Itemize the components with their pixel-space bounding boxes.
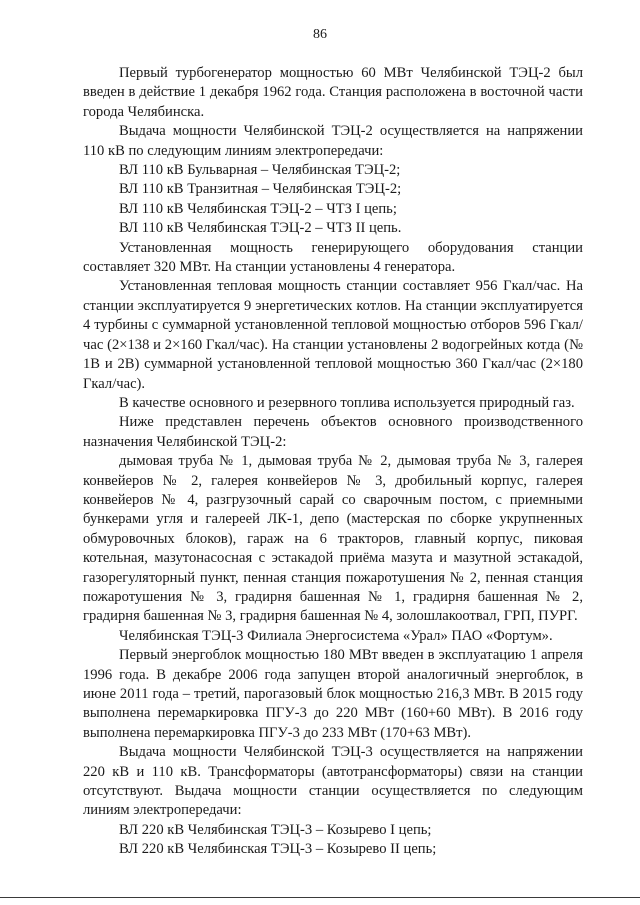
paragraph-tec3-history: Первый энергоблок мощностью 180 МВт введен в эксплуатацию 1 апреля 1996 года. В декабре 2006 года запущен второй аналогичный энергоблок, в июне 2011 года – третий, парогазовый блок мощностью 216,3 МВт. В 2015 году выполнена перемаркировка ПГУ-3 до 220 МВт (160+60 МВт). В 2016 году выполнена перемаркировка ПГУ-3 до 233 МВт (170+63 МВт). [83, 647, 583, 741]
paragraph-tec2-objects-intro: Ниже представлен перечень объектов основного производственного назначения Челябинской ТЭЦ-2: [83, 414, 583, 450]
paragraph-tec2-objects-list: дымовая труба № 1, дымовая труба № 2, дымовая труба № 3, галерея конвейеров № 2, галерея конвейеров № 3, дробильный корпус, галерея конвейеров № 4, разгрузочный сарай со сварочным постом, с приемными бункерами угля и галереей ЛК-1, депо (мастерская по сборке укрупненных обмуровочных блоков), гараж на 6 тракторов, главный корпус, пиковая котельная, мазутонасосная с эстакадой приёма мазута и мазутной эстакадой, газорегуляторный пункт, пенная станция пожаротушения № 2, пенная станция пожаротушения № 3, градирня башенная № 1, градирня башенная № 2, градирня башенная № 3, градирня башенная № 4, золошлакоотвал, ГРП, ПУРГ. [83, 453, 583, 625]
paragraph-tec2-thermal: Установленная тепловая мощность станции составляет 956 Гкал/час. На станции эксплуатируется 9 энергетических котлов. На станции эксплуатируется 4 турбины с суммарной установленной тепловой мощностью отборов 596 Гкал/час (2×138 и 2×160 Гкал/час). На станции установлены 2 водогрейных котда (№ 1В и 2В) суммарной установленной тепловой мощностью 360 Гкал/час (2×180 Гкал/час). [83, 278, 583, 392]
power-line-item: ВЛ 220 кВ Челябинская ТЭЦ-3 – Козырево II цепь; [119, 841, 437, 858]
power-line-item: ВЛ 110 кВ Челябинская ТЭЦ-2 – ЧТЗ II цепь. [119, 220, 402, 237]
paragraph-tec3-heading: Челябинская ТЭЦ-3 Филиала Энергосистема «Урал» ПАО «Фортум». [119, 627, 553, 644]
paragraph-tec3-power-output: Выдача мощности Челябинской ТЭЦ-3 осуществляется на напряжении 220 кВ и 110 кВ. Трансформаторы (автотрансформаторы) связи на станции отсутствуют. Выдача мощности станции осуществляется по следующим линиям электропередачи: [83, 744, 583, 819]
power-line-item: ВЛ 110 кВ Транзитная – Челябинская ТЭЦ-2; [119, 181, 402, 198]
paragraph-tec2-capacity: Установленная мощность генерирующего оборудования станции составляет 320 МВт. На станции установлены 4 генератора. [83, 239, 583, 276]
paragraph-tec2-fuel: В качестве основного и резервного топлива используется природный газ. [119, 394, 575, 411]
paragraph-tec2-intro: Первый турбогенератор мощностью 60 МВт Челябинской ТЭЦ-2 был введен в действие 1 декабря 1962 года. Станция расположена в восточной части города Челябинска. [83, 65, 583, 120]
page-number: 86 [313, 27, 327, 42]
document-body [83, 64, 583, 860]
paragraph-tec2-power-output: Выдача мощности Челябинской ТЭЦ-2 осуществляется на напряжении 110 кВ по следующим линиям электропередачи: [83, 123, 583, 159]
page-bottom-border [0, 897, 640, 898]
power-line-item: ВЛ 220 кВ Челябинская ТЭЦ-3 – Козырево I цепь; [119, 821, 432, 838]
power-line-item: ВЛ 110 кВ Бульварная – Челябинская ТЭЦ-2; [119, 162, 401, 179]
power-line-item: ВЛ 110 кВ Челябинская ТЭЦ-2 – ЧТЗ I цепь; [119, 200, 397, 217]
